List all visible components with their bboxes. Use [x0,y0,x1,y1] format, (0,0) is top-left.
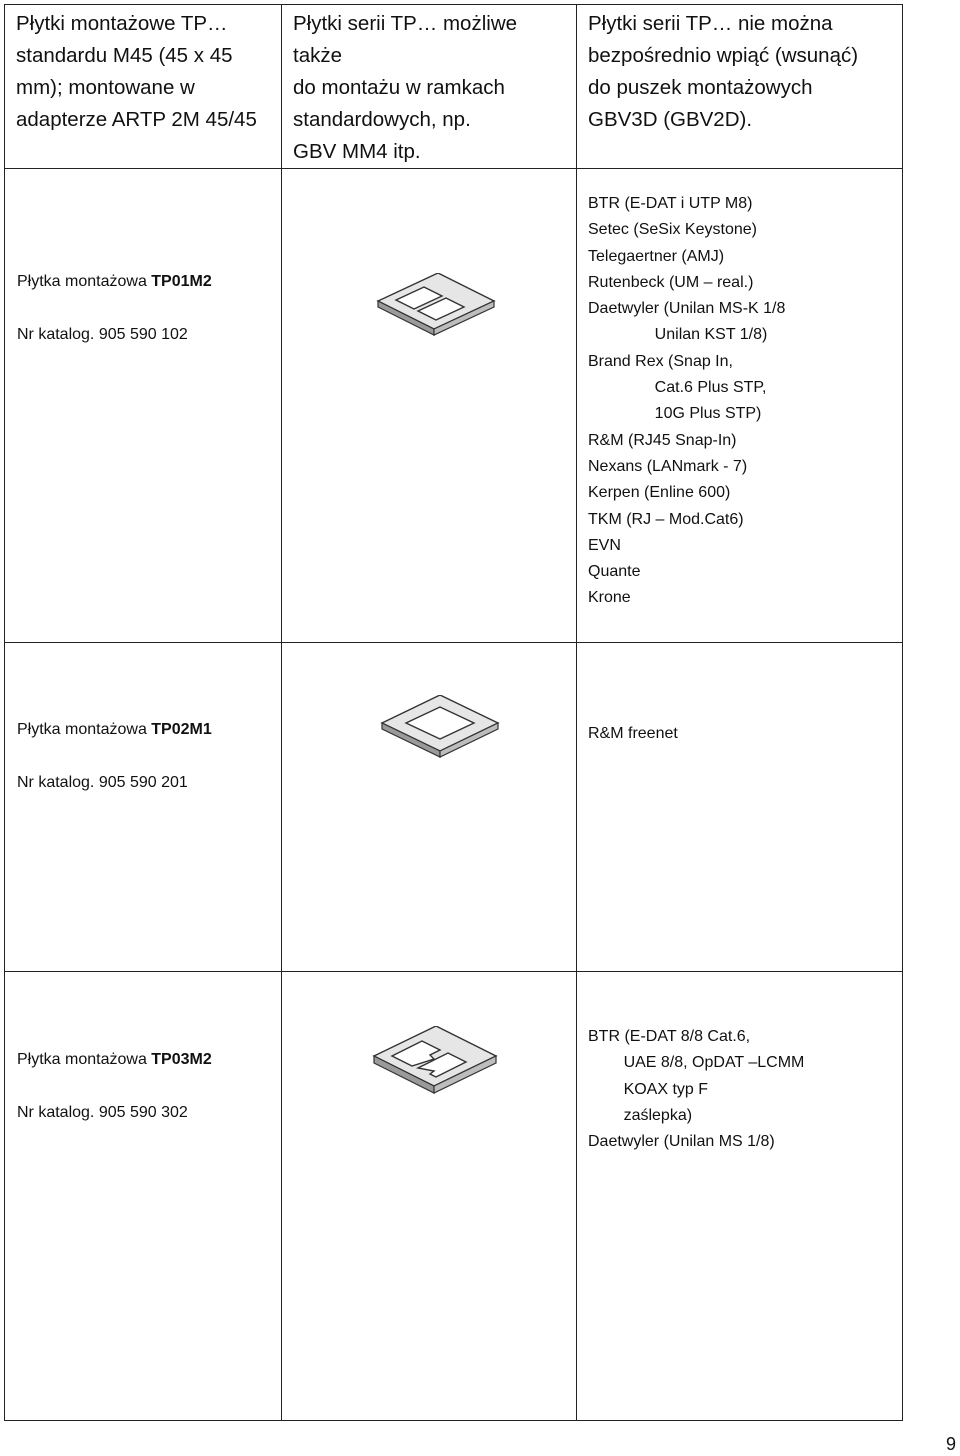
list-item: R&M (RJ45 Snap-In) [588,431,737,449]
catalog-number: Nr katalog. 905 590 201 [17,774,188,791]
header-line: bezpośrednio wpiąć (wsunąć) [588,44,859,67]
list-item: Kerpen (Enline 600) [588,484,731,502]
header-line: Płytki montażowe TP… [16,12,228,35]
compatibility-table [4,4,903,1421]
list-item: Daetwyler (Unilan MS 1/8) [588,1133,775,1151]
header-cell-2 [282,5,577,169]
mounting-plate-two-shaped-openings-icon [372,1026,498,1101]
header-line: do montażu w ramkach [293,76,505,99]
header-cell-3 [577,5,903,169]
table-row [5,169,903,643]
product-cell [5,972,282,1421]
header-line: standardowych, np. [293,108,471,131]
product-name [17,721,212,739]
header-text-3 [577,5,902,136]
brands-cell [577,643,903,972]
list-item: Rutenbeck (UM – real.) [588,273,754,291]
list-item: BTR (E-DAT i UTP M8) [588,195,753,212]
catalog-number: Nr katalog. 905 590 302 [17,1104,188,1121]
list-item: Nexans (LANmark - 7) [588,457,748,475]
list-item: TKM (RJ – Mod.Cat6) [588,510,744,528]
product-model: TP03M2 [151,1051,212,1068]
list-item: Brand Rex (Snap In, [588,352,733,370]
header-cell-1 [5,5,282,169]
header-text-2 [282,5,576,168]
product-model: TP01M2 [151,273,212,290]
list-item: Krone [588,589,631,607]
header-row [5,5,903,169]
product-label: Płytka montażowa [17,273,152,290]
mounting-plate-single-opening-icon [380,695,500,764]
product-name [17,1051,212,1069]
list-item: Setec (SeSix Keystone) [588,221,757,239]
header-line: GBV3D (GBV2D). [588,108,753,131]
list-item: zaślepka) [588,1106,693,1124]
product-cell [5,643,282,972]
product-cell [5,169,282,643]
header-line: adapterze ARTP 2M 45/45 [16,108,257,131]
catalog-number: Nr katalog. 905 590 102 [17,326,188,343]
mounting-plate-two-openings-icon [376,273,496,342]
brands-list [577,169,902,612]
image-cell [282,972,577,1421]
header-line: Płytki serii TP… nie można [588,12,833,35]
header-text-1 [5,5,281,136]
list-item: R&M freenet [588,725,678,742]
header-line: Płytki serii TP… możliwe [293,12,518,35]
product-name [17,273,212,291]
list-item: Unilan KST 1/8) [588,326,768,344]
brands-cell [577,169,903,643]
brands-list [577,643,902,747]
list-item: 10G Plus STP) [588,405,762,423]
product-model: TP02M1 [151,721,212,738]
brands-cell [577,972,903,1421]
product-label: Płytka montażowa [17,721,152,738]
table-row [5,972,903,1421]
header-line: standardu M45 (45 x 45 [16,44,233,67]
table-row [5,643,903,972]
header-line: mm); montowane w [16,76,195,99]
list-item: Telegaertner (AMJ) [588,247,725,265]
list-item: BTR (E-DAT 8/8 Cat.6, [588,1028,751,1045]
list-item: EVN [588,536,621,554]
list-item: Quante [588,563,641,581]
header-line: także [293,44,342,67]
list-item: Cat.6 Plus STP, [588,379,767,397]
brands-list [577,972,902,1155]
product-label: Płytka montażowa [17,1051,152,1068]
header-line: do puszek montażowych [588,76,813,99]
list-item: Daetwyler (Unilan MS-K 1/8 [588,300,786,318]
list-item: KOAX typ F [588,1080,709,1098]
image-cell [282,643,577,972]
image-cell [282,169,577,643]
list-item: UAE 8/8, OpDAT –LCMM [588,1054,805,1072]
page-number: 9 [946,1434,957,1454]
header-line: GBV MM4 itp. [293,140,421,163]
